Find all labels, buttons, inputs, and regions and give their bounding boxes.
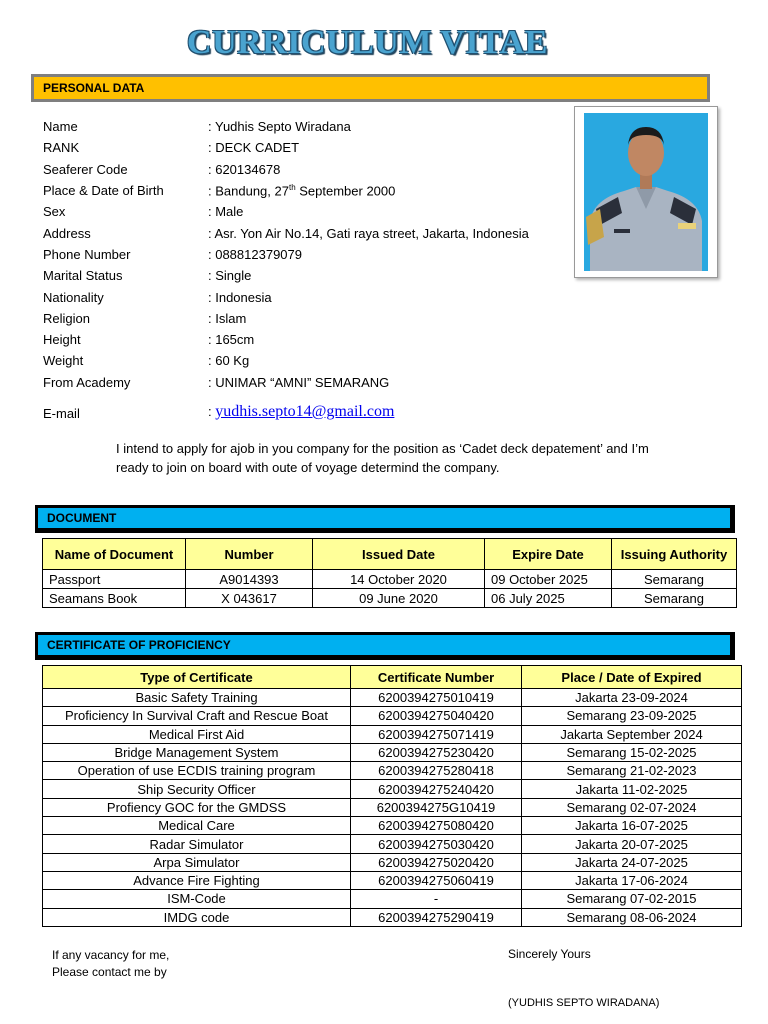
- doc-authority: Semarang: [612, 589, 737, 608]
- cert-type: Advance Fire Fighting: [43, 871, 351, 889]
- table-row: [43, 725, 742, 743]
- closing-salutation: Sincerely Yours: [508, 947, 591, 961]
- cert-place-date: Semarang 08-06-2024: [522, 908, 742, 926]
- cert-number: 6200394275060419: [351, 871, 522, 889]
- personal-data-row: [43, 180, 529, 201]
- table-row: [43, 890, 742, 908]
- cert-number: 6200394275010419: [351, 689, 522, 707]
- cert-number: 6200394275230420: [351, 743, 522, 761]
- personal-data-row: [43, 308, 529, 329]
- cert-place-date: Jakarta 20-07-2025: [522, 835, 742, 853]
- email-colon: :: [208, 403, 216, 419]
- table-row: [43, 817, 742, 835]
- field-value: : UNIMAR “AMNI” SEMARANG: [208, 374, 390, 390]
- field-value: [208, 403, 394, 421]
- field-value: : Male: [208, 204, 244, 220]
- signature-name: (YUDHIS SEPTO WIRADANA): [508, 997, 660, 1009]
- cert-type: Basic Safety Training: [43, 689, 351, 707]
- cert-place-date: Jakarta 23-09-2024: [522, 689, 742, 707]
- field-label: Marital Status: [43, 268, 123, 284]
- cert-place-date: Jakarta 24-07-2025: [522, 853, 742, 871]
- cert-type: Ship Security Officer: [43, 780, 351, 798]
- doc-col-name: Name of Document: [43, 539, 186, 570]
- field-label: Seaferer Code: [43, 161, 128, 177]
- personal-data-row: [43, 329, 529, 350]
- field-value: : 620134678: [208, 161, 281, 177]
- field-label: E-mail: [43, 405, 80, 421]
- cert-place-date: Jakarta September 2024: [522, 725, 742, 743]
- field-label: Phone Number: [43, 246, 131, 262]
- field-label: Place & Date of Birth: [43, 183, 164, 199]
- cert-place-date: Jakarta 11-02-2025: [522, 780, 742, 798]
- cert-number: -: [351, 890, 522, 908]
- personal-data-row: [43, 286, 529, 307]
- field-value: : DECK CADET: [208, 140, 300, 156]
- doc-col-expire: Expire Date: [485, 539, 612, 570]
- field-value: : Yudhis Septo Wiradana: [208, 119, 351, 135]
- doc-col-issued: Issued Date: [313, 539, 485, 570]
- field-label: RANK: [43, 140, 80, 156]
- cert-type: Bridge Management System: [43, 743, 351, 761]
- cert-number: 6200394275040420: [351, 707, 522, 725]
- email-link[interactable]: yudhis.septo14@gmail.com: [215, 402, 395, 420]
- doc-expire: 06 July 2025: [485, 589, 612, 608]
- field-value: : Islam: [208, 310, 247, 326]
- cert-number: 6200394275G10419: [351, 798, 522, 816]
- table-row: [43, 570, 737, 589]
- field-label: Name: [43, 119, 78, 135]
- personal-data-row: [43, 201, 529, 222]
- table-row: [43, 743, 742, 761]
- doc-issued: 09 June 2020: [313, 589, 485, 608]
- field-label: Sex: [43, 204, 66, 220]
- cert-place-date: Semarang 21-02-2023: [522, 762, 742, 780]
- cert-type: ISM-Code: [43, 890, 351, 908]
- cert-place-date: Jakarta 17-06-2024: [522, 871, 742, 889]
- field-label: Weight: [43, 353, 84, 369]
- cert-type: Radar Simulator: [43, 835, 351, 853]
- doc-number: A9014393: [186, 570, 313, 589]
- cert-type: Operation of use ECDIS training program: [43, 762, 351, 780]
- cert-number: 6200394275030420: [351, 835, 522, 853]
- personal-data-row-email: [43, 393, 529, 421]
- personal-data-row: [43, 372, 529, 393]
- cert-col-type: Type of Certificate: [43, 666, 351, 689]
- personal-data-row: [43, 159, 529, 180]
- doc-col-number: Number: [186, 539, 313, 570]
- cert-type: Medical Care: [43, 817, 351, 835]
- field-value: : 60 Kg: [208, 353, 250, 369]
- cert-type: Proficiency In Survival Craft and Rescue Boat: [43, 707, 351, 725]
- doc-col-authority: Issuing Authority: [612, 539, 737, 570]
- field-value: : 088812379079: [208, 246, 302, 262]
- table-row: [43, 853, 742, 871]
- field-label: Address: [43, 225, 91, 241]
- personal-data-row: [43, 116, 529, 137]
- personal-data-list: [43, 116, 529, 421]
- personal-data-header: PERSONAL DATA: [31, 74, 710, 102]
- personal-data-row: [43, 137, 529, 158]
- personal-data-row: [43, 265, 529, 286]
- field-value-part: : Bandung, 27: [208, 183, 289, 199]
- cert-number: 6200394275020420: [351, 853, 522, 871]
- table-row: [43, 762, 742, 780]
- cert-number: 6200394275280418: [351, 762, 522, 780]
- cert-type: IMDG code: [43, 908, 351, 926]
- table-row: [43, 707, 742, 725]
- cert-place-date: Jakarta 16-07-2025: [522, 817, 742, 835]
- doc-expire: 09 October 2025: [485, 570, 612, 589]
- certificate-header: CERTIFICATE OF PROFICIENCY: [35, 632, 735, 660]
- doc-number: X 043617: [186, 589, 313, 608]
- cert-number: 6200394275080420: [351, 817, 522, 835]
- doc-name: Seamans Book: [43, 589, 186, 608]
- table-row: [43, 871, 742, 889]
- field-value: : Indonesia: [208, 289, 272, 305]
- doc-issued: 14 October 2020: [313, 570, 485, 589]
- page-title: CURRICULUM VITAE: [187, 24, 548, 61]
- table-row: [43, 908, 742, 926]
- contact-note-line2: Please contact me by: [52, 965, 167, 979]
- application-statement: I intend to apply for ajob in you company for the position as ‘Cadet deck depatement’ and I’m ready to join on board with oute of voyage determind the company.: [116, 441, 649, 475]
- cert-type: Profiency GOC for the GMDSS: [43, 798, 351, 816]
- cert-col-place-date: Place / Date of Expired: [522, 666, 742, 689]
- table-row: [43, 689, 742, 707]
- field-label: From Academy: [43, 374, 131, 390]
- field-value: : 165cm: [208, 332, 255, 348]
- cert-number: 6200394275290419: [351, 908, 522, 926]
- table-row: [43, 798, 742, 816]
- doc-authority: Semarang: [612, 570, 737, 589]
- cert-place-date: Semarang 15-02-2025: [522, 743, 742, 761]
- field-label: Religion: [43, 310, 90, 326]
- cert-type: Arpa Simulator: [43, 853, 351, 871]
- personal-data-row: [43, 350, 529, 371]
- document-table: [42, 538, 737, 608]
- field-value: : Asr. Yon Air No.14, Gati raya street, Jakarta, Indonesia: [208, 225, 529, 241]
- cert-col-number: Certificate Number: [351, 666, 522, 689]
- field-value-part: September 2000: [295, 183, 396, 199]
- profile-photo: [574, 106, 718, 278]
- certificate-table: [42, 665, 742, 927]
- cert-number: 6200394275071419: [351, 725, 522, 743]
- cert-type: Medical First Aid: [43, 725, 351, 743]
- cert-place-date: Semarang 02-07-2024: [522, 798, 742, 816]
- personal-data-row: [43, 222, 529, 243]
- field-label: Height: [43, 332, 81, 348]
- field-value: [208, 183, 395, 198]
- table-row: [43, 589, 737, 608]
- cert-place-date: Semarang 23-09-2025: [522, 707, 742, 725]
- table-row: [43, 780, 742, 798]
- doc-name: Passport: [43, 570, 186, 589]
- field-value: : Single: [208, 268, 252, 284]
- document-header: DOCUMENT: [35, 505, 735, 533]
- cert-place-date: Semarang 07-02-2015: [522, 890, 742, 908]
- field-value-superscript: th: [288, 182, 296, 192]
- table-row: [43, 835, 742, 853]
- profile-photo-image: [584, 113, 708, 271]
- contact-note-line1: If any vacancy for me,: [52, 948, 170, 962]
- field-label: Nationality: [43, 289, 104, 305]
- personal-data-row: [43, 244, 529, 265]
- cert-number: 6200394275240420: [351, 780, 522, 798]
- contact-note: [52, 947, 169, 981]
